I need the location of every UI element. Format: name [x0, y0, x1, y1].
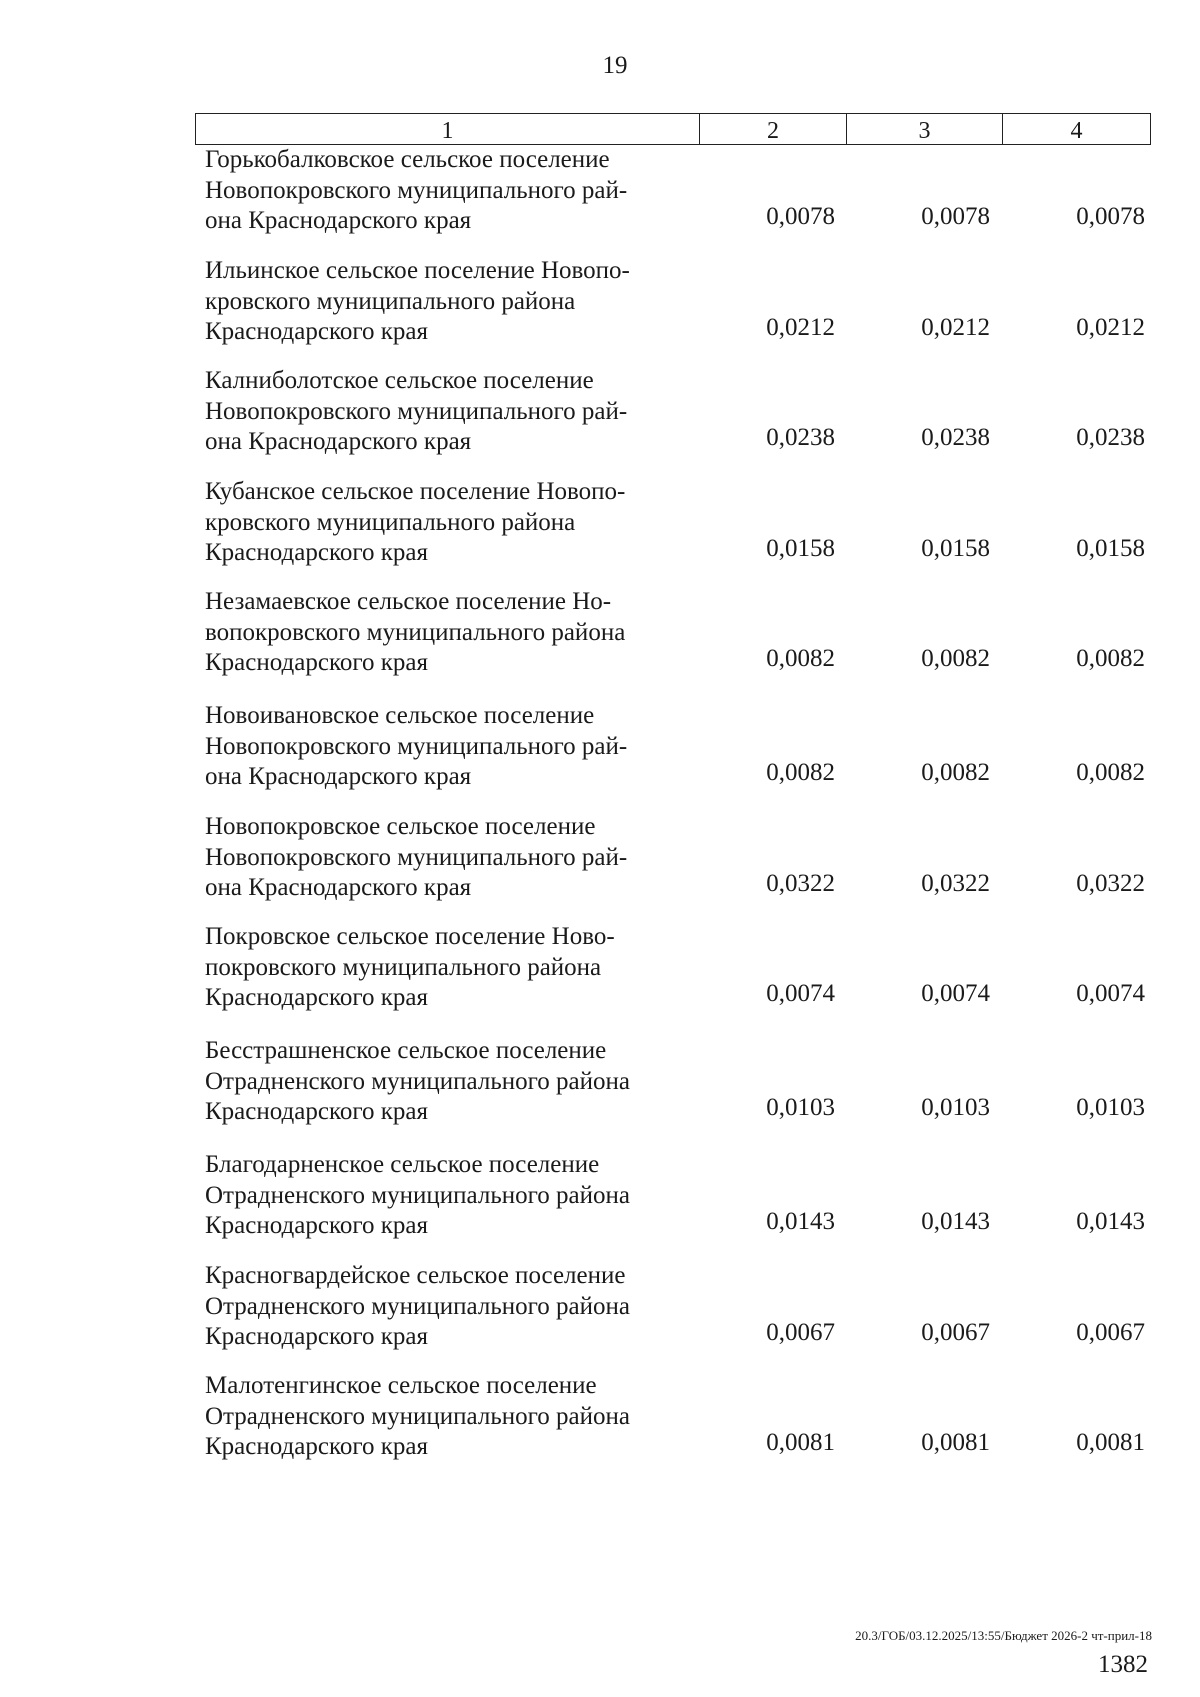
settlement-name: Благодарненское сельское поселение Отрадненского муниципального района Краснодарского края — [205, 1151, 630, 1239]
settlement-name: Кубанское сельское поселение Новопо- кровского муниципального района Краснодарского края — [205, 478, 626, 566]
value-col-2: 0,0212 — [766, 314, 835, 341]
value-col-3: 0,0212 — [921, 314, 990, 341]
value-col-4: 0,0082 — [1076, 759, 1145, 786]
value-col-3: 0,0082 — [921, 645, 990, 672]
settlement-name: Новопокровское сельское поселение Новопокровского муниципального рай- она Краснодарского края — [205, 813, 628, 901]
value-col-2: 0,0158 — [766, 535, 835, 562]
value-col-2: 0,0082 — [766, 645, 835, 672]
value-col-3: 0,0322 — [921, 870, 990, 897]
page-number: 19 — [602, 52, 628, 79]
value-col-4: 0,0078 — [1076, 203, 1145, 230]
value-col-2: 0,0322 — [766, 870, 835, 897]
settlement-name: Малотенгинское сельское поселение Отрадненского муниципального района Краснодарского края — [205, 1372, 630, 1460]
table-row — [0, 1150, 1200, 1240]
settlement-name: Горькобалковское сельское поселение Новопокровского муниципального рай- она Краснодарского края — [205, 146, 628, 234]
settlement-name: Красногвардейское сельское поселение Отрадненского муниципального района Краснодарского края — [205, 1262, 630, 1350]
value-col-2: 0,0074 — [766, 980, 835, 1007]
value-col-4: 0,0322 — [1076, 870, 1145, 897]
table-row — [0, 812, 1200, 902]
settlement-name: Калниболотское сельское поселение Новопокровского муниципального рай- она Краснодарского края — [205, 367, 628, 455]
table-row — [0, 701, 1200, 791]
value-col-4: 0,0081 — [1076, 1429, 1145, 1456]
table-row — [0, 922, 1200, 1012]
value-col-4: 0,0103 — [1076, 1094, 1145, 1121]
value-col-4: 0,0212 — [1076, 314, 1145, 341]
value-col-2: 0,0238 — [766, 424, 835, 451]
value-col-2: 0,0081 — [766, 1429, 835, 1456]
value-col-4: 0,0143 — [1076, 1208, 1145, 1235]
table-header-cell-1: 1 — [441, 118, 454, 144]
value-col-4: 0,0067 — [1076, 1319, 1145, 1346]
value-col-2: 0,0067 — [766, 1319, 835, 1346]
document-page-number: 1382 — [1098, 1651, 1148, 1678]
table-header-cell-4: 4 — [1002, 114, 1150, 144]
value-col-2: 0,0078 — [766, 203, 835, 230]
value-col-3: 0,0078 — [921, 203, 990, 230]
settlement-name: Незамаевское сельское поселение Но- вопокровского муниципального района Краснодарского края — [205, 588, 626, 676]
table-row — [0, 477, 1200, 567]
value-col-2: 0,0143 — [766, 1208, 835, 1235]
settlement-name: Покровское сельское поселение Ново- покровского муниципального района Краснодарского края — [205, 923, 615, 1011]
value-col-4: 0,0082 — [1076, 645, 1145, 672]
table-row — [0, 366, 1200, 456]
value-col-4: 0,0238 — [1076, 424, 1145, 451]
value-col-3: 0,0103 — [921, 1094, 990, 1121]
value-col-3: 0,0158 — [921, 535, 990, 562]
table-row — [0, 1261, 1200, 1351]
value-col-3: 0,0082 — [921, 759, 990, 786]
value-col-4: 0,0158 — [1076, 535, 1145, 562]
value-col-3: 0,0074 — [921, 980, 990, 1007]
table-row — [0, 587, 1200, 677]
value-col-4: 0,0074 — [1076, 980, 1145, 1007]
table-row — [0, 256, 1200, 346]
table-header-cell-2: 2 — [699, 114, 846, 144]
value-col-3: 0,0081 — [921, 1429, 990, 1456]
table-row — [0, 1036, 1200, 1126]
value-col-3: 0,0143 — [921, 1208, 990, 1235]
value-col-3: 0,0238 — [921, 424, 990, 451]
value-col-2: 0,0103 — [766, 1094, 835, 1121]
settlement-name: Ильинское сельское поселение Новопо- кровского муниципального района Краснодарского края — [205, 257, 630, 345]
value-col-2: 0,0082 — [766, 759, 835, 786]
settlement-name: Бесстрашненское сельское поселение Отрадненского муниципального района Краснодарского края — [205, 1037, 630, 1125]
document-code: 20.3/ГОБ/03.12.2025/13:55/Бюджет 2026-2 чт-прил-18 — [855, 1628, 1152, 1643]
settlement-name: Новоивановское сельское поселение Новопокровского муниципального рай- она Краснодарского края — [205, 702, 628, 790]
table-header-cell-3: 3 — [846, 114, 1002, 144]
value-col-3: 0,0067 — [921, 1319, 990, 1346]
table-row — [0, 1371, 1200, 1461]
table-row — [0, 145, 1200, 235]
